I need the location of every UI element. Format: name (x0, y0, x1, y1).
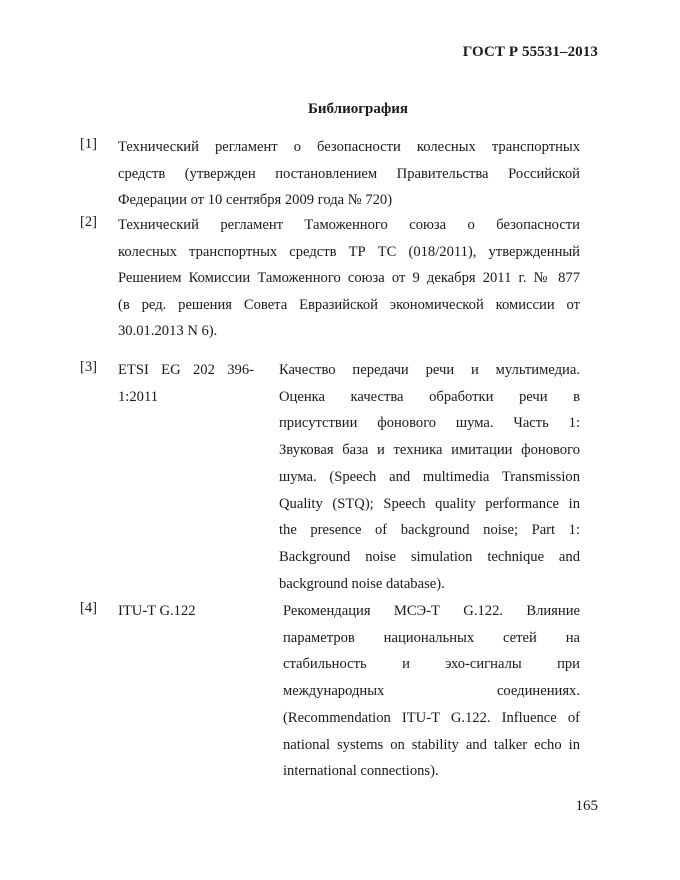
entry-line: параметров национальных сетей на (283, 629, 580, 646)
entry-number: [1] (80, 136, 98, 152)
entry-line: Технический регламент Таможенного союза о безопасности (118, 217, 580, 233)
section-title: Библиография (307, 101, 409, 117)
entry-line: Звуковая база и техника имитации фонового (279, 442, 580, 459)
entry-line: колесных транспортных средств ТР ТС (018/2011), утвержденный (118, 243, 580, 260)
entry-line: Оценка качества обработки речи в (279, 388, 580, 405)
entry-number: [4] (80, 600, 98, 616)
entry-line: средств (утвержден постановлением Правительства Российской (118, 165, 580, 182)
entry-designation (118, 598, 254, 625)
entry-line: Quality (STQ); Speech quality performance in (279, 495, 580, 512)
entry-line: Решением Комиссии Таможенного союза от 9 декабря 2011 г. № 877 (118, 270, 580, 286)
entry-description (279, 357, 580, 597)
entry-line: (в ред. решения Совета Евразийской экономической комиссии от (118, 296, 580, 313)
designation-line: 1:2011 (118, 388, 158, 405)
entry-text (118, 212, 580, 345)
entry-line: присутствии фонового шума. Часть 1: (279, 415, 580, 432)
entry-line: международных соединениях. (283, 683, 580, 700)
entry-line: the presence of background noise; Part 1: (279, 522, 580, 539)
document-standard-code: ГОСТ Р 55531–2013 (462, 44, 598, 60)
entry-line: national systems on stability and talker echo in (283, 736, 580, 753)
page-number: 165 (575, 798, 598, 814)
designation-line: ITU-T G.122 (118, 603, 196, 619)
entry-line: Background noise simulation technique and (279, 548, 580, 565)
entry-designation (118, 357, 254, 410)
entry-line: Федерации от 10 сентября 2009 года № 720) (118, 192, 393, 208)
entry-line: Качество передачи речи и мультимедиа. (279, 362, 580, 378)
entry-text (118, 134, 580, 214)
entry-line: стабильность и эхо-сигналы при (283, 656, 580, 673)
entry-line: шума. (Speech and multimedia Transmission (279, 468, 580, 485)
entry-line: international connections). (283, 763, 439, 780)
entry-line: background noise database). (279, 575, 445, 592)
entry-number: [3] (80, 359, 98, 375)
entry-description (283, 598, 580, 785)
entry-number: [2] (80, 214, 98, 230)
entry-line: 30.01.2013 N 6). (118, 323, 218, 339)
entry-line: Технический регламент о безопасности колесных транспортных (118, 139, 580, 155)
entry-line: Рекомендация МСЭ-Т G.122. Влияние (283, 603, 580, 619)
entry-line: (Recommendation ITU-T G.122. Influence of (283, 709, 580, 726)
designation-line: ETSI EG 202 396- (118, 362, 254, 378)
